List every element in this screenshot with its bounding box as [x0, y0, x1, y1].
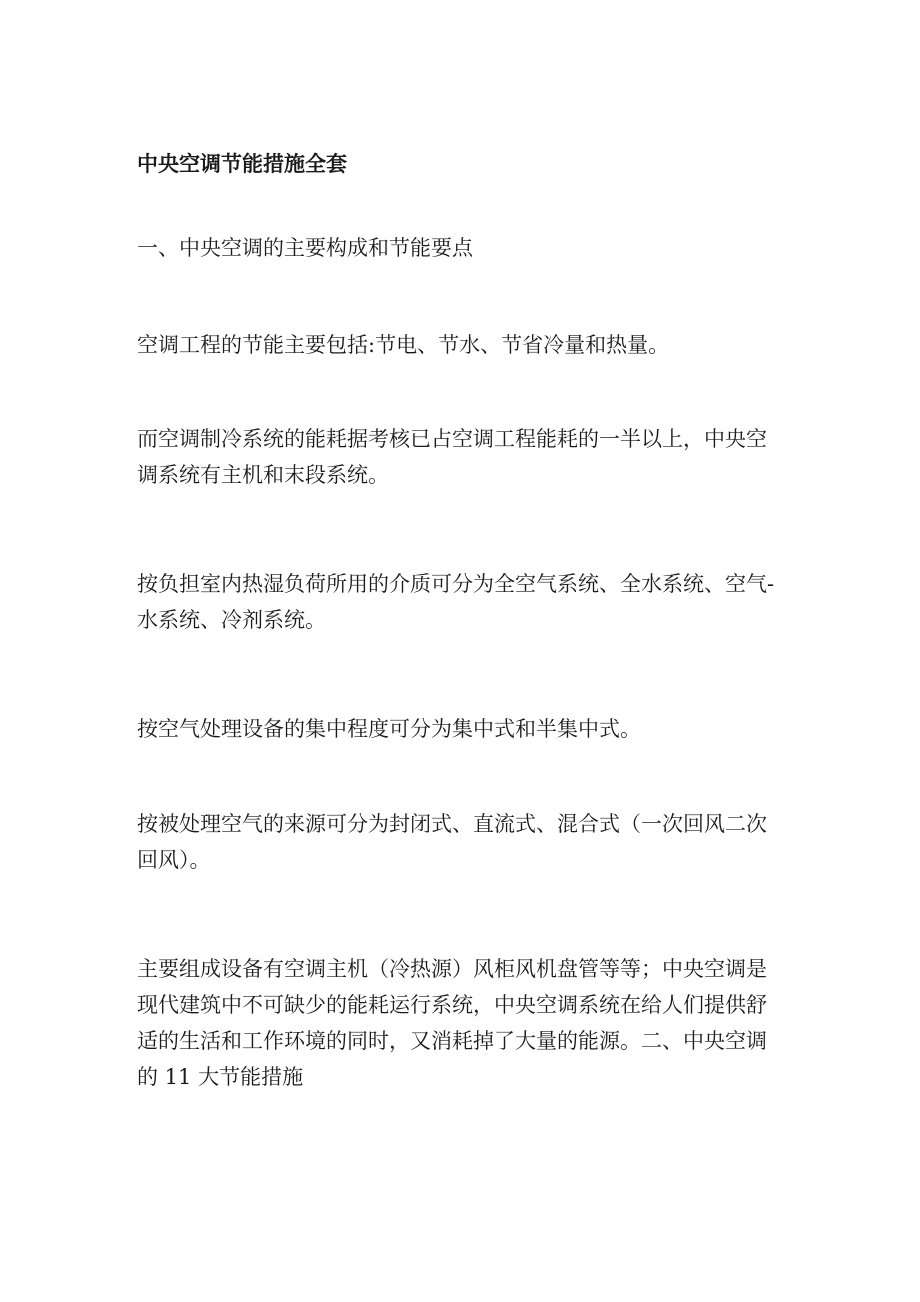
paragraph-section-heading [137, 230, 797, 266]
paragraph-line: 的 11 大节能措施 [137, 1065, 304, 1089]
paragraph-line: 空调工程的节能主要包括:节电、节水、节省冷量和热量。 [137, 333, 670, 357]
paragraph-line: 按被处理空气的来源可分为封闭式、直流式、混合式（一次回风二次 [137, 812, 767, 836]
paragraph-refrigeration-consumption [137, 421, 797, 493]
paragraph-line: 按空气处理设备的集中程度可分为集中式和半集中式。 [137, 717, 641, 741]
paragraph-line: 按负担室内热湿负荷所用的介质可分为全空气系统、全水系统、空气- [137, 572, 775, 596]
paragraph-line: 水系统、冷剂系统。 [137, 608, 326, 632]
paragraph-main-equipment [137, 951, 797, 1095]
paragraph-centralization-classification [137, 711, 797, 747]
paragraph-air-source-classification [137, 806, 797, 878]
paragraph-line: 适的生活和工作环境的同时，又消耗掉了大量的能源。二、中央空调 [137, 1029, 767, 1053]
paragraph-energy-saving-scope [137, 327, 797, 363]
paragraph-line: 现代建筑中不可缺少的能耗运行系统，中央空调系统在给人们提供舒 [137, 993, 767, 1017]
paragraph-line: 回风）。 [137, 848, 211, 872]
paragraph-line: 主要组成设备有空调主机（冷热源）风柜风机盘管等等；中央空调是 [137, 957, 767, 981]
paragraph-medium-classification [137, 566, 797, 638]
paragraph-line: 调系统有主机和末段系统。 [137, 463, 389, 487]
paragraph-line: 一、中央空调的主要构成和节能要点 [137, 236, 473, 260]
paragraph-line: 而空调制冷系统的能耗据考核已占空调工程能耗的一半以上，中央空 [137, 427, 767, 451]
document-title: 中央空调节能措施全套 [137, 152, 347, 176]
